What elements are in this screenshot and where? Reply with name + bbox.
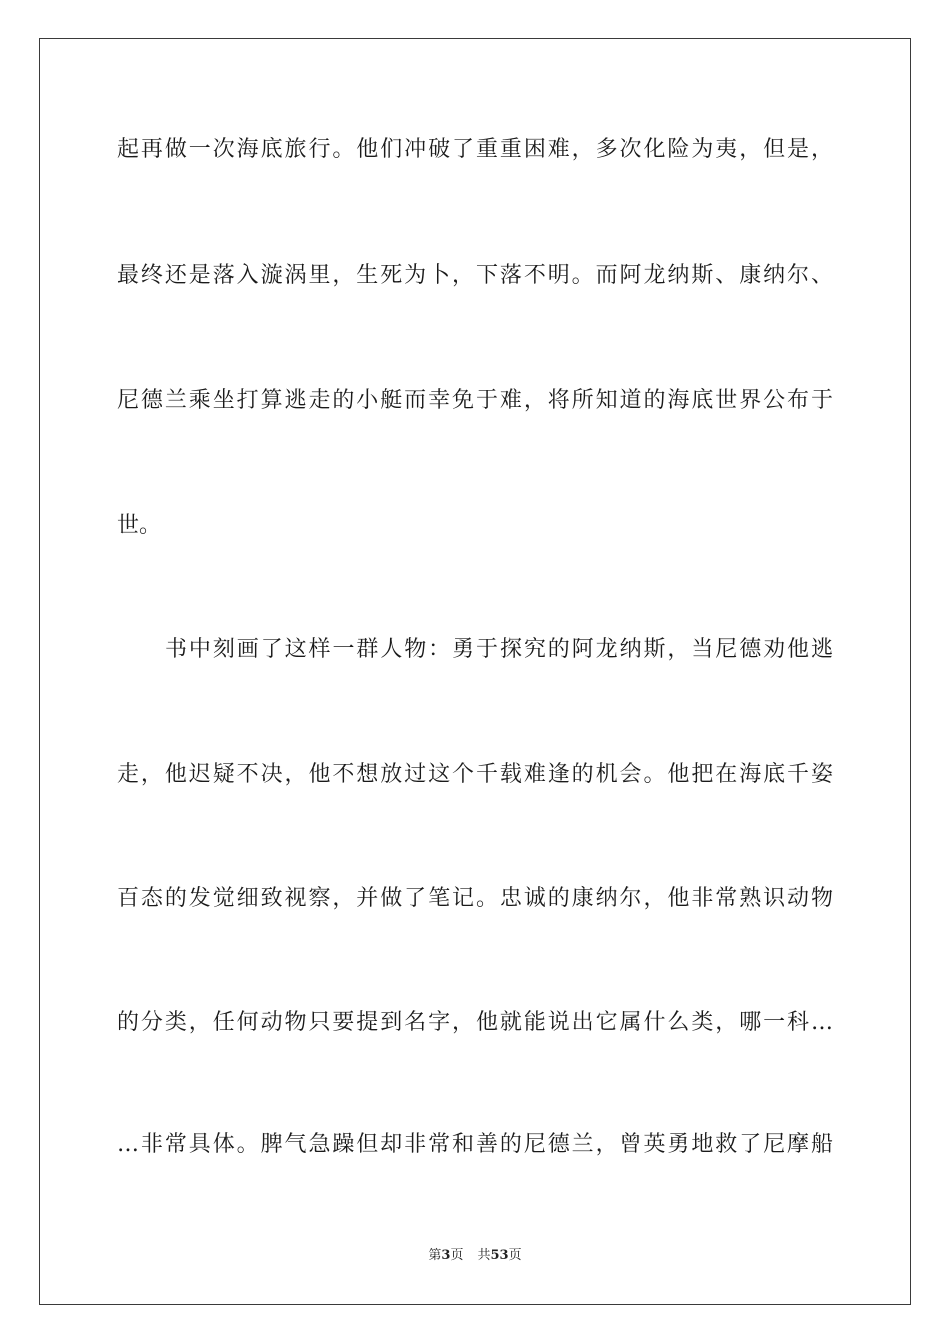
text-line: 百态的发觉细致视察，并做了笔记。忠诚的康纳尔，他非常熟识动物 bbox=[117, 886, 833, 911]
page-prefix: 第 bbox=[428, 1248, 442, 1263]
page-footer bbox=[0, 1247, 950, 1265]
total-pages: 53 bbox=[490, 1248, 509, 1263]
page-number: 3 bbox=[441, 1248, 451, 1263]
text-line: 书中刻画了这样一群人物：勇于探究的阿龙纳斯，当尼德劝他逃 bbox=[165, 637, 833, 662]
text-line: 走，他迟疑不决，他不想放过这个千载难逢的机会。他把在海底千姿 bbox=[117, 762, 833, 787]
total-prefix: 共 bbox=[477, 1248, 491, 1263]
text-line: 的分类，任何动物只要提到名字，他就能说出它属什么类，哪一科… bbox=[117, 1010, 833, 1035]
total-suffix: 页 bbox=[508, 1248, 522, 1263]
text-line: 起再做一次海底旅行。他们冲破了重重困难，多次化险为夷，但是， bbox=[117, 137, 833, 162]
text-line: 尼德兰乘坐打算逃走的小艇而幸免于难，将所知道的海底世界公布于 bbox=[117, 388, 833, 413]
text-line: 最终还是落入漩涡里，生死为卜，下落不明。而阿龙纳斯、康纳尔、 bbox=[117, 263, 833, 288]
page-suffix: 页 bbox=[450, 1248, 464, 1263]
text-line: …非常具体。脾气急躁但却非常和善的尼德兰，曾英勇地救了尼摩船 bbox=[117, 1132, 833, 1157]
page-border bbox=[39, 38, 911, 1305]
text-line: 世。 bbox=[117, 513, 162, 538]
